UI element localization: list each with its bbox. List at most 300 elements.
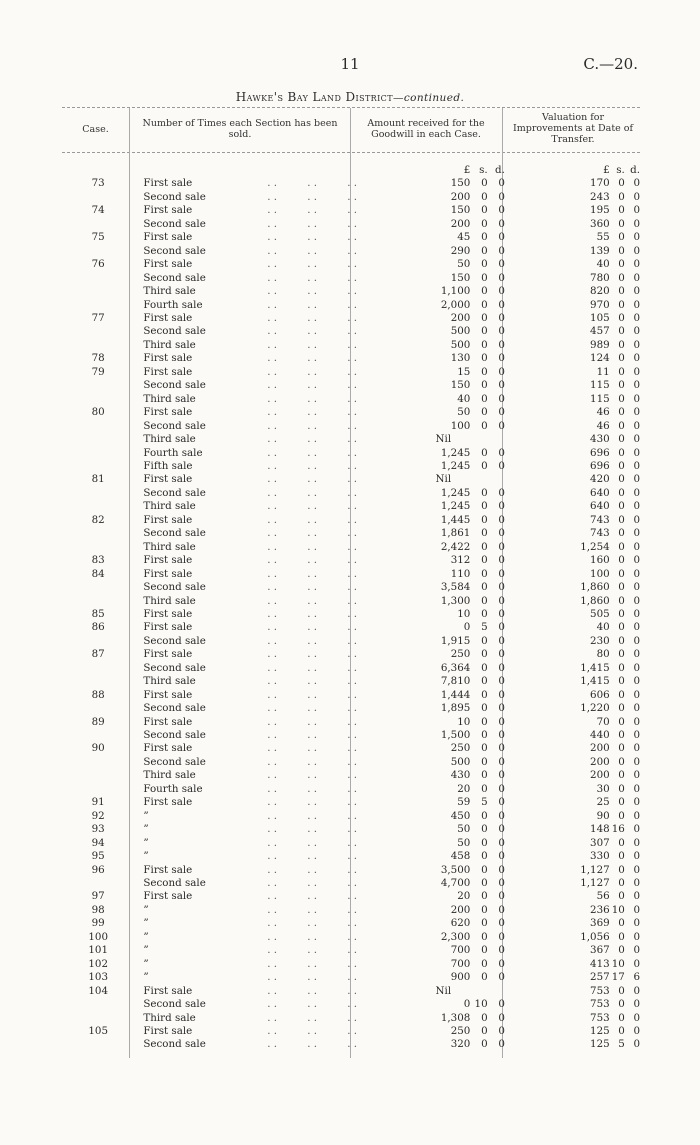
valuation-pounds: 420 xyxy=(590,473,610,486)
document-reference: C.—20. xyxy=(583,55,638,73)
valuation-pounds: 753 xyxy=(590,998,610,1011)
amount-pounds: 6,364 xyxy=(440,661,471,674)
sale-label: First sale xyxy=(143,473,193,486)
valuation-shillings: 0 xyxy=(618,863,625,876)
valuation-shillings: 0 xyxy=(618,648,625,661)
sale-label: ” xyxy=(143,930,149,943)
column-gap xyxy=(505,944,542,957)
column-gap xyxy=(505,258,542,271)
leader-dots: . . . . . . xyxy=(267,1011,358,1024)
amount-pence: 0 xyxy=(498,917,505,930)
amount-pence: 0 xyxy=(498,554,505,567)
amount-pounds: 130 xyxy=(450,352,471,365)
column-gap xyxy=(505,527,542,540)
table-row xyxy=(62,756,640,769)
amount-shillings: 5 xyxy=(481,796,488,809)
amount-shillings: 0 xyxy=(481,729,488,742)
valuation-pounds: 970 xyxy=(590,298,610,311)
amount-pounds: 250 xyxy=(450,1025,471,1037)
sale-label: First sale xyxy=(143,311,193,324)
valuation-pounds: 160 xyxy=(590,554,610,567)
amount-pounds: 700 xyxy=(450,944,471,957)
valuation-pounds: 640 xyxy=(590,500,610,513)
amount-pence: 0 xyxy=(498,971,505,984)
valuation-pence: 0 xyxy=(633,486,640,499)
leader-dots: . . . . . . xyxy=(267,486,358,499)
case-number: 84 xyxy=(91,567,105,580)
valuation-pounds: 1,860 xyxy=(580,581,610,594)
leader-dots: . . . . . . xyxy=(267,877,358,890)
column-gap xyxy=(505,339,542,352)
sale-label: Third sale xyxy=(143,433,196,446)
case-number xyxy=(62,393,134,406)
amount-pounds: 3,500 xyxy=(440,863,471,876)
amount-pounds: 3,584 xyxy=(440,581,471,594)
valuation-pence: 0 xyxy=(633,634,640,647)
valuation-shillings: 0 xyxy=(618,634,625,647)
valuation-pounds: 115 xyxy=(590,392,610,405)
column-gap xyxy=(505,904,542,917)
amount-pence: 0 xyxy=(498,177,505,190)
amount-pence: 0 xyxy=(498,836,505,849)
amount-pence: 0 xyxy=(498,863,505,876)
amount-pounds: 110 xyxy=(450,567,471,580)
sale-label: Second sale xyxy=(143,325,206,338)
column-gap xyxy=(505,204,542,217)
table-row xyxy=(62,420,640,433)
case-number: 77 xyxy=(91,311,105,324)
table-row xyxy=(62,864,640,877)
leader-dots: . . . . . . xyxy=(267,594,358,607)
table-row xyxy=(62,635,640,648)
leader-dots: . . . . . . xyxy=(267,217,358,230)
sale-label: Second sale xyxy=(143,661,206,674)
sale-label: Fourth sale xyxy=(143,782,203,795)
sale-label: First sale xyxy=(143,258,193,271)
case-number xyxy=(62,595,134,608)
case-number xyxy=(62,756,134,769)
sale-label: Second sale xyxy=(143,379,206,392)
valuation-shillings: 0 xyxy=(618,594,625,607)
leader-dots: . . . . . . xyxy=(267,352,358,365)
sale-label: First sale xyxy=(143,742,193,755)
valuation-pence: 0 xyxy=(633,755,640,768)
case-number xyxy=(62,285,134,298)
amount-shillings: 0 xyxy=(481,500,488,513)
valuation-shillings: 0 xyxy=(618,715,625,728)
sale-label: Third sale xyxy=(143,392,196,405)
valuation-pence: 0 xyxy=(633,459,640,472)
amount-pounds: 500 xyxy=(450,755,471,768)
amount-shillings: 0 xyxy=(481,742,488,755)
sale-label: ” xyxy=(143,836,149,849)
amount-shillings: 0 xyxy=(481,688,488,701)
valuation-shillings: 0 xyxy=(618,581,625,594)
valuation-pence: 0 xyxy=(633,379,640,392)
valuation-pence: 0 xyxy=(633,392,640,405)
column-gap xyxy=(505,1012,542,1025)
case-number xyxy=(62,581,134,594)
sale-label: First sale xyxy=(143,688,193,701)
sale-label: Third sale xyxy=(143,338,196,351)
valuation-pounds: 1,254 xyxy=(580,540,610,553)
case-number: 102 xyxy=(88,957,109,970)
column-gap xyxy=(505,998,542,1011)
sale-label: ” xyxy=(143,823,149,836)
table-row xyxy=(62,258,640,271)
valuation-pounds: 413 xyxy=(590,957,610,970)
title-continued: —continued. xyxy=(392,92,465,104)
amount-pence: 0 xyxy=(498,500,505,513)
amount-shillings: 0 xyxy=(481,917,488,930)
amount-shillings: 0 xyxy=(481,809,488,822)
case-number: 101 xyxy=(88,944,109,957)
amount-shillings: 0 xyxy=(481,661,488,674)
sale-label: First sale xyxy=(143,513,193,526)
table-row xyxy=(62,810,640,823)
valuation-pence: 0 xyxy=(633,998,640,1011)
amount-pounds: 900 xyxy=(450,971,471,984)
amount-pence: 0 xyxy=(498,581,505,594)
column-gap xyxy=(505,985,542,998)
header-case: Case. xyxy=(82,124,109,135)
valuation-pounds: 753 xyxy=(590,984,610,997)
amount-pence: 0 xyxy=(498,903,505,916)
table-row xyxy=(62,1012,640,1025)
leader-dots: . . . . . . xyxy=(267,661,358,674)
leader-dots: . . . . . . xyxy=(267,258,358,271)
case-number xyxy=(62,783,134,796)
valuation-shillings: 0 xyxy=(618,446,625,459)
table-row xyxy=(62,648,640,661)
amount-pounds: 45 xyxy=(457,231,471,244)
sale-label: Fifth sale xyxy=(143,459,193,472)
case-number xyxy=(62,272,134,285)
amount-shillings: 0 xyxy=(481,325,488,338)
valuation-shillings: 0 xyxy=(618,998,625,1011)
case-number xyxy=(62,702,134,715)
valuation-pence: 0 xyxy=(633,338,640,351)
valuation-pence: 6 xyxy=(633,971,640,984)
valuation-shillings: 0 xyxy=(618,621,625,634)
leader-dots: . . . . . . xyxy=(267,204,358,217)
amount-pence: 0 xyxy=(498,419,505,432)
valuation-pence: 0 xyxy=(633,581,640,594)
table-row xyxy=(62,850,640,863)
valuation-pounds: 56 xyxy=(596,890,610,903)
valuation-pence: 0 xyxy=(633,930,640,943)
sale-label: Second sale xyxy=(143,190,206,203)
amount-shillings: 0 xyxy=(481,311,488,324)
amount-pounds: 312 xyxy=(450,554,471,567)
amount-pounds: 1,308 xyxy=(440,1011,471,1024)
valuation-shillings: 0 xyxy=(618,486,625,499)
amount-nil: Nil xyxy=(435,984,452,997)
case-number xyxy=(62,1038,134,1051)
leader-dots: . . . . . . xyxy=(267,459,358,472)
table-row xyxy=(62,366,640,379)
valuation-pounds: 195 xyxy=(590,204,610,217)
valuation-pence: 0 xyxy=(633,419,640,432)
table-row xyxy=(62,554,640,567)
amount-pounds: 59 xyxy=(457,796,471,809)
valuation-pounds: 46 xyxy=(596,419,610,432)
valuation-pence: 0 xyxy=(633,271,640,284)
amount-shillings: 0 xyxy=(481,877,488,890)
table-row xyxy=(62,177,640,190)
amount-shillings: 0 xyxy=(481,338,488,351)
amount-shillings: 0 xyxy=(481,930,488,943)
valuation-pence: 0 xyxy=(633,729,640,742)
leader-dots: . . . . . . xyxy=(267,957,358,970)
table-title xyxy=(0,90,700,104)
column-gap xyxy=(505,554,542,567)
table-row xyxy=(62,541,640,554)
amount-pence: 0 xyxy=(498,231,505,244)
table-row xyxy=(62,500,640,513)
amount-pence: 0 xyxy=(498,406,505,419)
case-number xyxy=(62,245,134,258)
valuation-shillings: 0 xyxy=(618,513,625,526)
valuation-pence: 0 xyxy=(633,594,640,607)
sale-label: ” xyxy=(143,944,149,957)
valuation-pounds: 80 xyxy=(596,648,610,661)
column-gap xyxy=(505,500,542,513)
leader-dots: . . . . . . xyxy=(267,500,358,513)
valuation-pence: 0 xyxy=(633,500,640,513)
case-number: 75 xyxy=(91,231,105,244)
amount-shillings: 0 xyxy=(481,863,488,876)
valuation-shillings: 0 xyxy=(618,836,625,849)
valuation-shillings: 0 xyxy=(618,433,625,446)
amount-pence: 0 xyxy=(498,715,505,728)
case-number: 78 xyxy=(91,352,105,365)
case-number: 89 xyxy=(91,715,105,728)
amount-pounds: 150 xyxy=(450,379,471,392)
amount-pounds: 0 xyxy=(463,998,471,1011)
column-gap xyxy=(505,272,542,285)
valuation-shillings: 0 xyxy=(618,890,625,903)
sales-table-body xyxy=(62,164,640,1052)
valuation-shillings: 0 xyxy=(618,688,625,701)
amount-shillings: 0 xyxy=(481,823,488,836)
case-number: 79 xyxy=(91,365,105,378)
amount-nil: Nil xyxy=(435,473,452,486)
valuation-pounds: 696 xyxy=(590,459,610,472)
amount-pence: 0 xyxy=(498,850,505,863)
column-gap xyxy=(505,635,542,648)
leader-dots: . . . . . . xyxy=(267,648,358,661)
leader-dots: . . . . . . xyxy=(267,755,358,768)
amount-pence: 0 xyxy=(498,661,505,674)
case-number: 73 xyxy=(91,177,105,190)
amount-shillings: 0 xyxy=(481,419,488,432)
valuation-pounds: 200 xyxy=(590,755,610,768)
sale-label: Third sale xyxy=(143,594,196,607)
case-number: 97 xyxy=(91,890,105,903)
column-gap xyxy=(505,460,542,473)
valuation-shillings: 0 xyxy=(618,285,625,298)
amount-shillings: 0 xyxy=(481,567,488,580)
amount-shillings: 0 xyxy=(481,298,488,311)
amount-pence: 0 xyxy=(498,1011,505,1024)
amount-shillings: 0 xyxy=(481,675,488,688)
valuation-pence: 0 xyxy=(633,177,640,190)
valuation-shillings: 0 xyxy=(618,379,625,392)
amount-pounds: 2,422 xyxy=(440,540,471,553)
amount-pounds: 40 xyxy=(457,392,471,405)
amount-pence: 0 xyxy=(498,782,505,795)
table-row xyxy=(62,675,640,688)
case-number: 74 xyxy=(91,204,105,217)
table-row xyxy=(62,689,640,702)
amount-shillings: 0 xyxy=(481,204,488,217)
valuation-pounds: 1,415 xyxy=(580,661,610,674)
amount-pounds: 1,245 xyxy=(440,459,471,472)
valuation-pounds: 125 xyxy=(590,1025,610,1037)
table-row xyxy=(62,433,640,446)
amount-pounds: 1,444 xyxy=(440,688,471,701)
table-row xyxy=(62,944,640,957)
column-gap xyxy=(505,864,542,877)
valuation-shillings: 0 xyxy=(618,325,625,338)
sale-label: First sale xyxy=(143,406,193,419)
valuation-shillings: 0 xyxy=(618,984,625,997)
header-bottom-rule xyxy=(62,152,640,153)
valuation-pounds: 125 xyxy=(590,1038,610,1051)
valuation-shillings: 0 xyxy=(618,473,625,486)
amount-pence: 0 xyxy=(498,352,505,365)
case-number xyxy=(62,662,134,675)
amount-pounds: 150 xyxy=(450,204,471,217)
case-number xyxy=(62,433,134,446)
valuation-shillings: 5 xyxy=(618,1038,625,1051)
amount-pence: 0 xyxy=(498,648,505,661)
valuation-shillings: 0 xyxy=(618,338,625,351)
table-row xyxy=(62,218,640,231)
table-row xyxy=(62,877,640,890)
valuation-shillings: 0 xyxy=(618,311,625,324)
valuation-shillings: 10 xyxy=(611,903,625,916)
valuation-pounds: 230 xyxy=(590,634,610,647)
leader-dots: . . . . . . xyxy=(267,998,358,1011)
amount-pounds: 15 xyxy=(457,365,471,378)
valuation-pounds: 30 xyxy=(596,782,610,795)
amount-shillings: 0 xyxy=(481,527,488,540)
amount-pounds: 1,445 xyxy=(440,513,471,526)
amount-shillings: 0 xyxy=(481,406,488,419)
sale-label: Third sale xyxy=(143,675,196,688)
valuation-pounds: 640 xyxy=(590,486,610,499)
sale-label: First sale xyxy=(143,567,193,580)
leader-dots: . . . . . . xyxy=(267,634,358,647)
valuation-pounds: 780 xyxy=(590,271,610,284)
sale-label: First sale xyxy=(143,365,193,378)
valuation-shillings: 0 xyxy=(618,271,625,284)
case-number: 94 xyxy=(91,836,105,849)
amount-shillings: 0 xyxy=(481,1038,488,1051)
valuation-pounds: 743 xyxy=(590,513,610,526)
valuation-shillings: 0 xyxy=(618,554,625,567)
amount-shillings: 10 xyxy=(474,998,488,1011)
valuation-pence: 0 xyxy=(633,850,640,863)
case-number xyxy=(62,325,134,338)
table-row xyxy=(62,608,640,621)
amount-pence: 0 xyxy=(498,688,505,701)
amount-pounds: 150 xyxy=(450,177,471,190)
valuation-shillings: 0 xyxy=(618,406,625,419)
column-gap xyxy=(505,218,542,231)
valuation-shillings: 0 xyxy=(618,661,625,674)
amount-shillings: 0 xyxy=(481,231,488,244)
amount-pence: 0 xyxy=(498,365,505,378)
amount-pence: 0 xyxy=(498,823,505,836)
sale-label: First sale xyxy=(143,607,193,620)
amount-pence: 0 xyxy=(498,217,505,230)
amount-shillings: 0 xyxy=(481,594,488,607)
amount-pounds: 10 xyxy=(457,715,471,728)
amount-shillings: 0 xyxy=(481,244,488,257)
case-number: 86 xyxy=(91,621,105,634)
valuation-pence: 0 xyxy=(633,258,640,271)
leader-dots: . . . . . . xyxy=(267,863,358,876)
amount-shillings: 0 xyxy=(481,459,488,472)
sale-label: First sale xyxy=(143,1025,193,1037)
table-row xyxy=(62,379,640,392)
amount-pence: 0 xyxy=(498,729,505,742)
case-number xyxy=(62,299,134,312)
amount-pence: 0 xyxy=(498,796,505,809)
header-amount: Amount received for the Goodwill in each Case. xyxy=(367,118,485,140)
amount-shillings: 0 xyxy=(481,944,488,957)
amount-pounds: 2,300 xyxy=(440,930,471,943)
valuation-shillings: 0 xyxy=(618,944,625,957)
valuation-shillings: 0 xyxy=(618,769,625,782)
amount-shillings: 0 xyxy=(481,702,488,715)
sale-label: Second sale xyxy=(143,729,206,742)
valuation-pence: 0 xyxy=(633,217,640,230)
district-name: Hawke's Bay Land District xyxy=(235,90,393,104)
table-row xyxy=(62,716,640,729)
valuation-shillings: 0 xyxy=(618,298,625,311)
column-gap xyxy=(505,177,542,190)
valuation-shillings: 0 xyxy=(618,459,625,472)
amount-shillings: 0 xyxy=(481,177,488,190)
amount-pence: 0 xyxy=(498,540,505,553)
table-row xyxy=(62,581,640,594)
amount-shillings: 0 xyxy=(481,890,488,903)
valuation-shillings: 0 xyxy=(618,231,625,244)
valuation-shillings: 0 xyxy=(618,742,625,755)
column-gap xyxy=(505,245,542,258)
valuation-pence: 0 xyxy=(633,661,640,674)
valuation-pounds: 696 xyxy=(590,446,610,459)
amount-pounds: 700 xyxy=(450,957,471,970)
leader-dots: . . . . . . xyxy=(267,379,358,392)
amount-shillings: 0 xyxy=(481,446,488,459)
table-row xyxy=(62,971,640,984)
amount-pounds: 4,700 xyxy=(440,877,471,890)
amount-pounds: 320 xyxy=(450,1038,471,1051)
amount-pence: 0 xyxy=(498,634,505,647)
valuation-pence: 0 xyxy=(633,796,640,809)
table-row xyxy=(62,352,640,365)
amount-pence: 0 xyxy=(498,621,505,634)
amount-pence: 0 xyxy=(498,379,505,392)
case-number: 100 xyxy=(88,930,109,943)
valuation-pence-unit: d. xyxy=(630,164,640,176)
table-row xyxy=(62,890,640,903)
